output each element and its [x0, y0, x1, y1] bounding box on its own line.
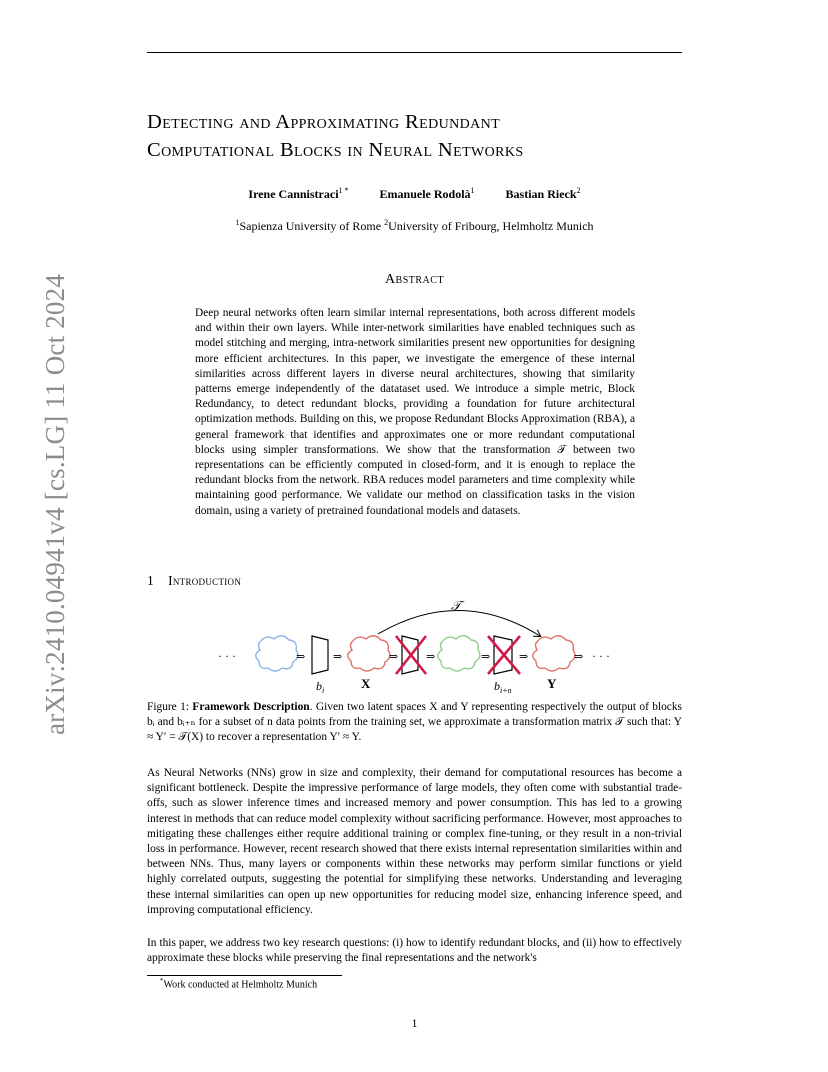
author: Irene Cannistraci$^{1 *}$	[248, 186, 349, 201]
author-list	[147, 186, 682, 202]
intro-paragraph-2: In this paper, we address two key research questions: (i) how to identify redundant blocks, and (ii) how to effectively approximate these blocks while preserving the final representations and the network's	[147, 937, 682, 965]
abstract-text: Deep neural networks often learn similar internal representations, both across different models and within their own layers. While inter-network similarities have enabled techniques such as model stitching and merging, intra-network similarities present new opportunities for designing more efficient architectures. In this paper, we investigate the emergence of these internal similarities across different layers in diverse neural architectures, showing that similarity patterns emerge independently of the datataset used. We introduce a simple metric, Block Redundancy, to detect redundant blocks, providing a foundation for future architectural optimization methods. Building on this, we propose Redundant Blocks Approximation (RBA), a general framework that identifies and approximates one or more redundant computational blocks using simpler transformations. We show that the transformation 𝒯 between two representations can be efficiently computed in closed-form, and it is enough to replace the redundant blocks from the network. RBA reduces model parameters and time complexity while maintaining good performance. We validate our method on classification tasks in the vision domain, using a variety of pretrained foundational models and datasets.	[195, 307, 635, 517]
page-number: 1	[411, 1016, 418, 1030]
title-line-1: Detecting and Approximating Redundant	[147, 111, 501, 133]
arrow-1: ⇒	[296, 651, 306, 663]
arrow-2: ⇒	[333, 651, 343, 663]
label-T: 𝒯	[451, 598, 461, 613]
arrow-3: ⇒	[389, 651, 399, 663]
block-bi	[312, 636, 328, 674]
arrow-7: ⇒	[574, 651, 584, 663]
title-line-2: Computational Blocks in Neural Networks	[147, 139, 524, 161]
label-Y: Y	[547, 676, 557, 691]
affiliations: $^1$Sapienza University of Rome $^2$University of Fribourg, Helmholtz Munich	[235, 218, 594, 233]
framework-figure	[200, 590, 640, 700]
label-X: X	[361, 676, 371, 691]
latent-cloud-red-y	[533, 636, 575, 671]
redundant-block-2	[488, 636, 520, 674]
figure-caption: Figure 1: Framework Description. Given two latent spaces X and Y representing respectively the output of blocks bᵢ and bᵢ₊ₙ for a subset of n data points from the training set, we approximate a transformation matrix 𝒯 such that: Y ≈ Y′ = 𝒯(X) to recover a representation Y′ ≈ Y.	[147, 701, 682, 744]
author: Bastian Rieck$^2$	[505, 186, 581, 201]
paper-title	[147, 108, 707, 164]
top-rule	[147, 52, 682, 53]
label-bin: $b_{i+n}$	[494, 679, 512, 695]
redundant-block-1	[396, 636, 426, 674]
section-heading: 1 Introduction	[147, 573, 242, 588]
arxiv-identifier: arXiv:2410.04941v4 [cs.LG] 11 Oct 2024	[40, 273, 70, 735]
latent-cloud-green	[438, 636, 480, 671]
intro-paragraph-1: As Neural Networks (NNs) grow in size and complexity, their demand for computational resources has become a significant bottleneck. Despite the impressive performance of large models, they often come with substantial trade-offs, such as slower inference times and increased memory and power consumption. This has led to a growing interest in methods that can reduce model complexity without sacrificing performance. However, most approaches to mitigating these challenges either require additional training or complex fine-tuning, or they result in a non-trivial loss in performance. However, recent research showed that there exists internal representation similarities within and between NNs. Thus, many layers or components within these networks may perform similar functions or yield highly correlated outputs, suggesting the potential for simplifying these networks. Understanding and leveraging these internal similarities can open up new opportunities for reducing model size, enhancing inference speed, and improving computational efficiency.	[147, 767, 682, 916]
abstract-heading: Abstract	[384, 272, 445, 287]
dots-left: · · ·	[218, 649, 236, 663]
author: Emanuele Rodolà$^1$	[379, 186, 475, 201]
arrow-6: ⇒	[519, 651, 529, 663]
latent-cloud-red-x	[348, 636, 390, 671]
arrow-5: ⇒	[481, 651, 491, 663]
dots-right: · · ·	[592, 649, 610, 663]
label-bi: $b_i$	[316, 679, 325, 695]
transformation-arrow	[378, 610, 540, 636]
footnote: *Work conducted at Helmholtz Munich	[160, 977, 318, 991]
latent-cloud-blue	[256, 636, 298, 671]
arrow-4: ⇒	[426, 651, 436, 663]
footnote-rule	[147, 975, 342, 976]
